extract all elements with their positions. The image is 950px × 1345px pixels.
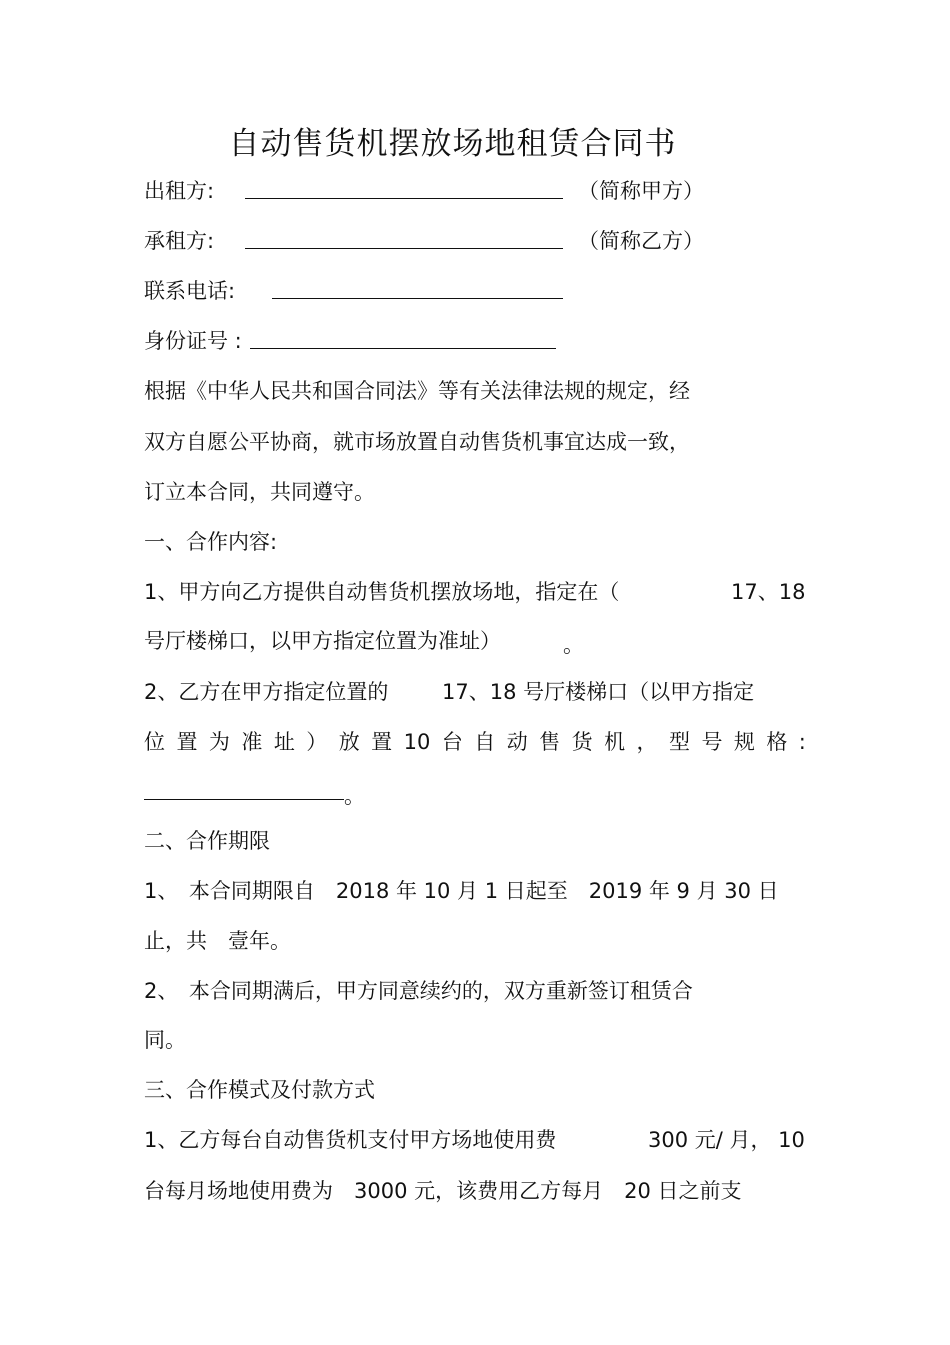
s2-item1-line2: 止，共 壹年。 <box>144 929 291 953</box>
word: 号 <box>701 730 723 754</box>
document-title: 自动售货机摆放场地租赁合同书 <box>228 126 677 162</box>
s1-item1-line2-a: 号厅楼梯口，以甲方指定位置为准址） <box>144 629 501 653</box>
phone-blank[interactable] <box>272 276 563 307</box>
party-a-note: （简称甲方） <box>578 179 704 203</box>
model-spec-blank[interactable] <box>144 777 344 808</box>
word: ， <box>636 730 658 754</box>
party-b-note: （简称乙方） <box>578 229 704 253</box>
section2-heading: 二、合作期限 <box>144 829 270 853</box>
section1-heading: 一、合作内容: <box>144 530 278 554</box>
word: 置 <box>176 730 198 754</box>
s1-item2-line1-a: 2、乙方在甲方指定位置的 <box>144 680 389 704</box>
s2-item2-line1: 2、 本合同期满后，甲方同意续约的，双方重新签订租赁合 <box>144 979 693 1003</box>
phone-row <box>144 276 235 306</box>
party-a-row <box>144 176 214 206</box>
word: ） <box>306 730 328 754</box>
s1-item2-line1-b: 17、18 号厅楼梯口（以甲方指定 <box>442 680 755 704</box>
word: 放 <box>338 730 360 754</box>
word: 机 <box>604 730 626 754</box>
s1-item2-line3-end: 。 <box>344 784 365 808</box>
word: 货 <box>571 730 593 754</box>
word: 格 <box>766 730 788 754</box>
section3-heading: 三、合作模式及付款方式 <box>144 1078 375 1102</box>
word: : <box>798 730 806 754</box>
s1-item1-line1-b: 17、18 <box>731 580 806 604</box>
preamble-line-3: 订立本合同，共同遵守。 <box>144 480 375 504</box>
party-b-blank[interactable] <box>245 226 563 257</box>
word: 10 <box>403 730 431 754</box>
preamble-line-2: 双方自愿公平协商，就市场放置自动售货机事宜达成一致， <box>144 430 690 454</box>
s3-item1-line2: 台每月场地使用费为 3000 元，该费用乙方每月 20 日之前支 <box>144 1179 742 1203</box>
party-a-label: 出租方: <box>144 179 215 203</box>
word: 规 <box>733 730 755 754</box>
phone-label: 联系电话: <box>144 279 236 303</box>
word: 置 <box>371 730 393 754</box>
word: 自 <box>474 730 496 754</box>
id-label: 身份证号 : <box>144 329 242 353</box>
s1-item2-line2 <box>144 727 806 757</box>
id-row <box>144 326 242 356</box>
id-blank[interactable] <box>250 326 556 357</box>
preamble-line-1: 根据《中华人民共和国合同法》等有关法律法规的规定，经 <box>144 379 690 403</box>
s2-item2-line2: 同。 <box>144 1028 186 1052</box>
party-a-blank[interactable] <box>245 176 563 207</box>
s3-item1-line1-b: 300 元/ 月， 10 <box>648 1128 805 1152</box>
word: 址 <box>273 730 295 754</box>
s1-item1-line1-a: 1、甲方向乙方提供自动售货机摆放场地，指定在（ <box>144 580 620 604</box>
word: 为 <box>208 730 230 754</box>
s3-item1-line1-a: 1、乙方每台自动售货机支付甲方场地使用费 <box>144 1128 557 1152</box>
word: 售 <box>539 730 561 754</box>
party-b-label: 承租方: <box>144 229 215 253</box>
word: 准 <box>241 730 263 754</box>
word: 台 <box>441 730 463 754</box>
s2-item1-line1: 1、 本合同期限自 2018 年 10 月 1 日起至 2019 年 9 月 30 日 <box>144 879 779 903</box>
word: 动 <box>506 730 528 754</box>
party-b-row <box>144 226 214 256</box>
word: 位 <box>144 730 165 754</box>
word: 型 <box>668 730 690 754</box>
s1-item1-line2-b: 。 <box>563 633 584 657</box>
